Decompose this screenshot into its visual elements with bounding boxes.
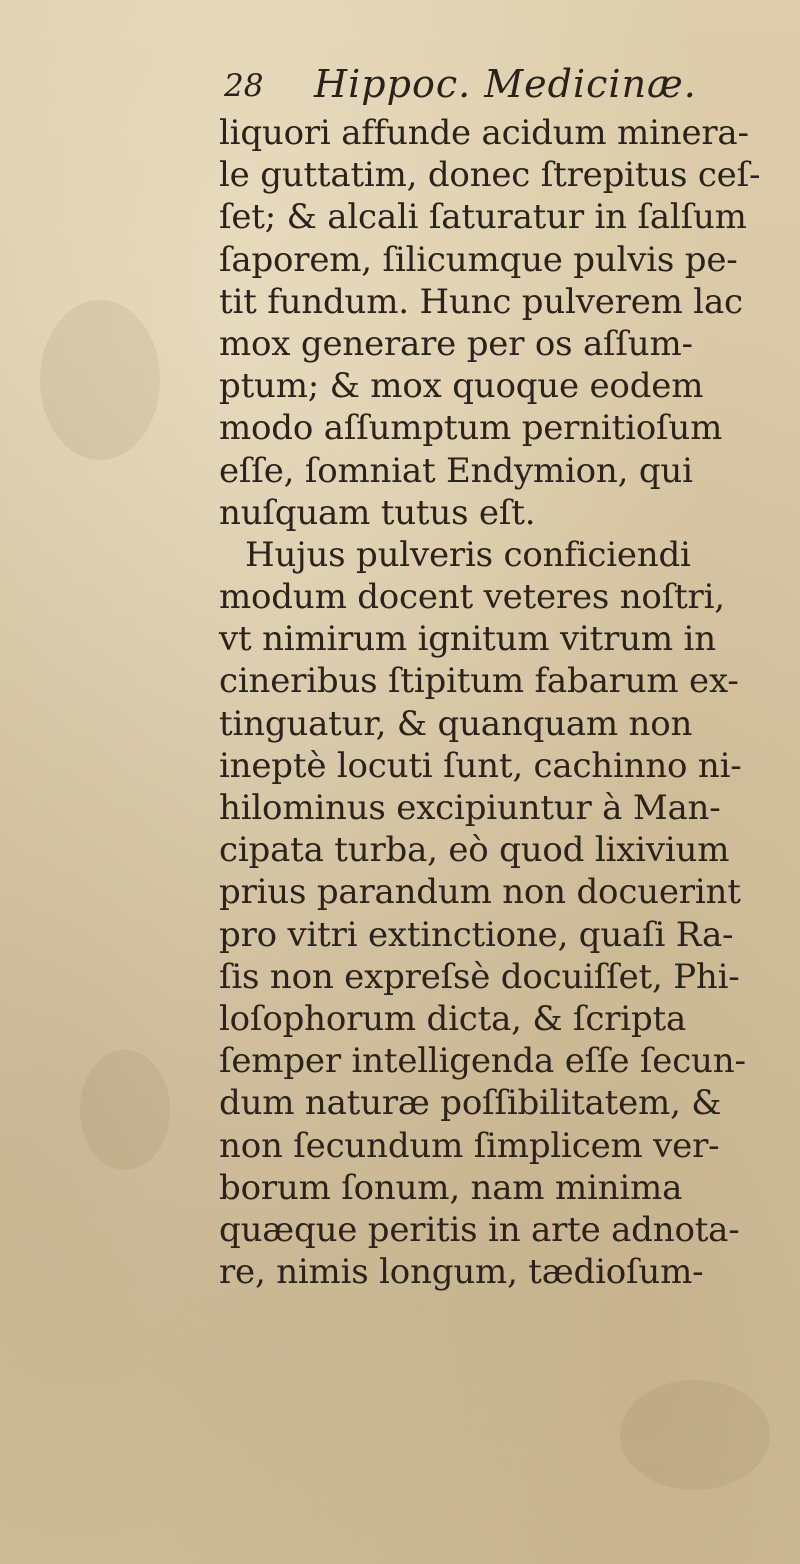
text-line: cipata turba, eò quod lixivium: [219, 830, 730, 871]
text-line: dum naturæ poſſibilitatem, &: [219, 1083, 722, 1124]
running-title: Hippoc. Medicinæ.: [314, 62, 697, 106]
paper-stain: [620, 1380, 770, 1490]
text-line: ſemper intelligenda eſſe ſecun-: [219, 1041, 746, 1082]
text-line: eſſe, ſomniat Endymion, qui: [219, 450, 693, 491]
text-line: quæque peritis in arte adnota-: [219, 1209, 740, 1250]
text-line: borum ſonum, nam minima: [219, 1167, 683, 1208]
text-line: hilominus excipiuntur à Man-: [219, 788, 721, 828]
text-line: le guttatim, donec ſtrepitus ceſ-: [219, 155, 761, 196]
text-line: tit fundum. Hunc pulverem lac: [219, 281, 743, 322]
paragraph-start-line: Hujus pulveris conficiendi: [245, 534, 691, 575]
page-number: 28: [224, 68, 264, 104]
paper-stain: [40, 300, 160, 460]
text-line: ptum; & mox quoque eodem: [219, 366, 704, 407]
text-line: mox generare per os aſſum-: [219, 323, 693, 364]
text-line: ſaporem, ſilicumque pulvis pe-: [219, 239, 738, 280]
text-line: cineribus ſtipitum fabarum ex-: [219, 661, 739, 702]
text-line: nuſquam tutus eſt.: [219, 492, 536, 533]
text-line: prius parandum non docuerint: [219, 872, 741, 913]
paper-stain: [80, 1050, 170, 1170]
text-line: liquori affunde acidum minera-: [219, 113, 749, 153]
body-text: [219, 112, 779, 1293]
text-line: ſet; & alcali ſaturatur in ſalſum: [219, 197, 747, 238]
text-line: tinguatur, & quanquam non: [219, 703, 693, 744]
page-header: [224, 62, 744, 112]
text-line: loſophorum dicta, & ſcripta: [219, 998, 687, 1039]
text-line: pro vitri extinctione, quaſi Ra-: [219, 914, 734, 955]
text-line: non ſecundum ſimplicem ver-: [219, 1125, 720, 1166]
text-line: re, nimis longum, tædioſum-: [219, 1252, 704, 1293]
text-line: modum docent veteres noſtri,: [219, 577, 725, 618]
text-line: ineptè locuti ſunt, cachinno ni-: [219, 745, 742, 786]
text-line: vt nimirum ignitum vitrum in: [219, 619, 716, 660]
text-line: modo aſſumptum pernitioſum: [219, 408, 723, 449]
text-line: ſis non expreſsè docuiſſet, Phi-: [219, 956, 740, 997]
